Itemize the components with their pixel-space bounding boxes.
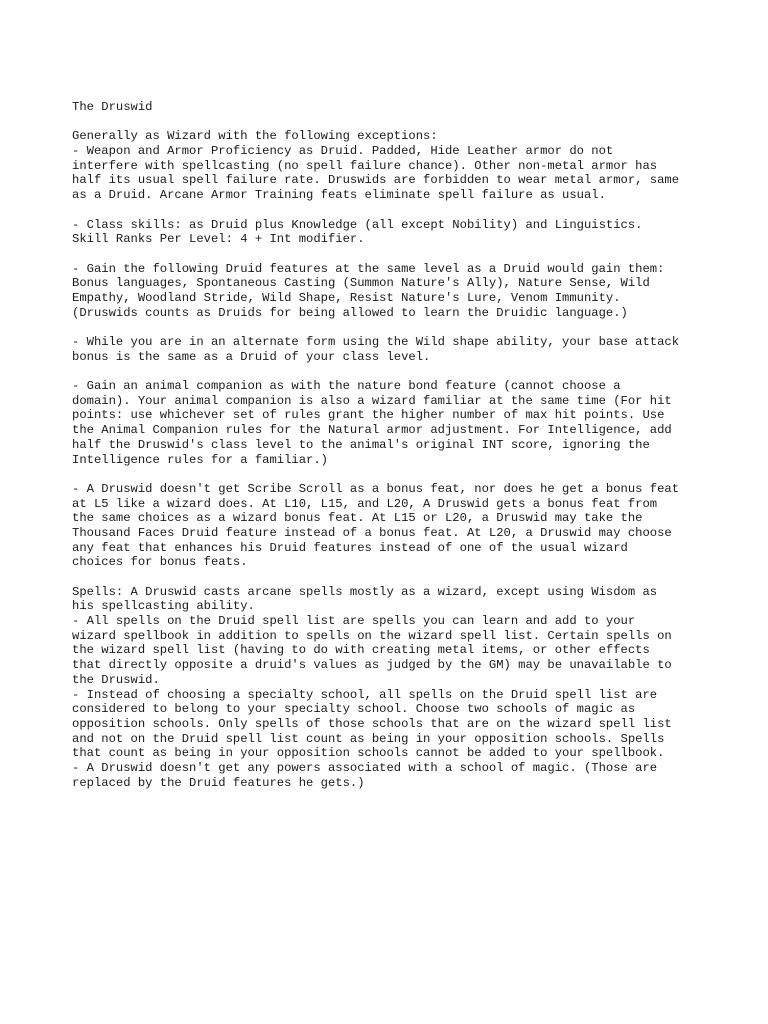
text-line: Empathy, Woodland Stride, Wild Shape, Resist Nature's Lure, Venom Immunity.	[72, 290, 621, 305]
text-line: (Druswids counts as Druids for being allowed to learn the Druidic language.)	[72, 305, 628, 320]
text-line: Intelligence rules for a familiar.)	[72, 452, 328, 467]
text-line: choices for bonus feats.	[72, 555, 248, 570]
text-line: the same choices as a wizard bonus feat. At L15 or L20, a Druswid may take the	[72, 511, 643, 526]
document-title: The Druswid	[72, 100, 153, 114]
text-line: - Gain the following Druid features at the same level as a Druid would gain them:	[72, 261, 665, 276]
text-line: - All spells on the Druid spell list are spells you can learn and add to your	[72, 614, 636, 629]
text-line: opposition schools. Only spells of those schools that are on the wizard spell list	[72, 716, 672, 731]
text-line: - A Druswid doesn't get any powers associated with a school of magic. (Those are	[72, 760, 658, 775]
document-body	[72, 100, 732, 790]
text-line: bonus is the same as a Druid of your class level.	[72, 349, 431, 364]
text-line: as a Druid. Arcane Armor Training feats eliminate spell failure as usual.	[72, 188, 606, 203]
text-line: - Class skills: as Druid plus Knowledge (all except Nobility) and Linguistics.	[72, 217, 643, 232]
text-line: - Gain an animal companion as with the nature bond feature (cannot choose a	[72, 379, 621, 394]
text-line	[72, 364, 732, 379]
text-line: wizard spellbook in addition to spells on the wizard spell list. Certain spells on	[72, 628, 672, 643]
text-line: the wizard spell list (having to do with creating metal items, or other effects	[72, 643, 650, 658]
text-line	[72, 203, 732, 218]
text-line: any feat that enhances his Druid features instead of one of the usual wizard	[72, 540, 628, 555]
text-line: considered to belong to your specialty school. Choose two schools of magic as	[72, 702, 636, 717]
text-line: the Druswid.	[72, 672, 160, 687]
text-line: Thousand Faces Druid feature instead of a bonus feat. At L20, a Druswid may choose	[72, 525, 672, 540]
text-line: half its usual spell failure rate. Druswids are forbidden to wear metal armor, same	[72, 173, 680, 188]
text-line	[72, 570, 732, 585]
text-line: interfere with spellcasting (no spell failure chance). Other non-metal armor has	[72, 158, 658, 173]
text-line: points: use whichever set of rules grant the higher number of max hit points. Use	[72, 408, 665, 423]
text-line: that directly opposite a druid's values as judged by the GM) may be unavailable to	[72, 658, 672, 673]
text-line	[72, 115, 732, 130]
text-line: - Instead of choosing a specialty school, all spells on the Druid spell list are	[72, 687, 658, 702]
text-line: Bonus languages, Spontaneous Casting (Summon Nature's Ally), Nature Sense, Wild	[72, 276, 650, 291]
text-line: and not on the Druid spell list count as being in your opposition schools. Spells	[72, 731, 665, 746]
text-line: - While you are in an alternate form using the Wild shape ability, your base attack	[72, 335, 680, 349]
text-line: half the Druswid's class level to the animal's original INT score, ignoring the	[72, 437, 650, 452]
text-line: that count as being in your opposition schools cannot be added to your spellbook.	[72, 746, 665, 761]
text-line: replaced by the Druid features he gets.)	[72, 775, 365, 790]
text-line	[72, 320, 732, 335]
text-line: - Weapon and Armor Proficiency as Druid. Padded, Hide Leather armor do not	[72, 144, 614, 159]
text-line	[72, 467, 732, 482]
text-line: - A Druswid doesn't get Scribe Scroll as a bonus feat, nor does he get a bonus feat	[72, 481, 680, 496]
text-line: the Animal Companion rules for the Natural armor adjustment. For Intelligence, add	[72, 423, 672, 438]
text-line: his spellcasting ability.	[72, 599, 255, 614]
text-line: Skill Ranks Per Level: 4 + Int modifier.	[72, 232, 365, 247]
text-line: at L5 like a wizard does. At L10, L15, and L20, A Druswid gets a bonus feat from	[72, 496, 658, 511]
text-line: Generally as Wizard with the following exceptions:	[72, 129, 438, 144]
text-line: domain). Your animal companion is also a wizard familiar at the same time (For hit	[72, 393, 672, 408]
text-line: Spells: A Druswid casts arcane spells mostly as a wizard, except using Wisdom as	[72, 584, 658, 599]
text-line	[72, 247, 732, 262]
